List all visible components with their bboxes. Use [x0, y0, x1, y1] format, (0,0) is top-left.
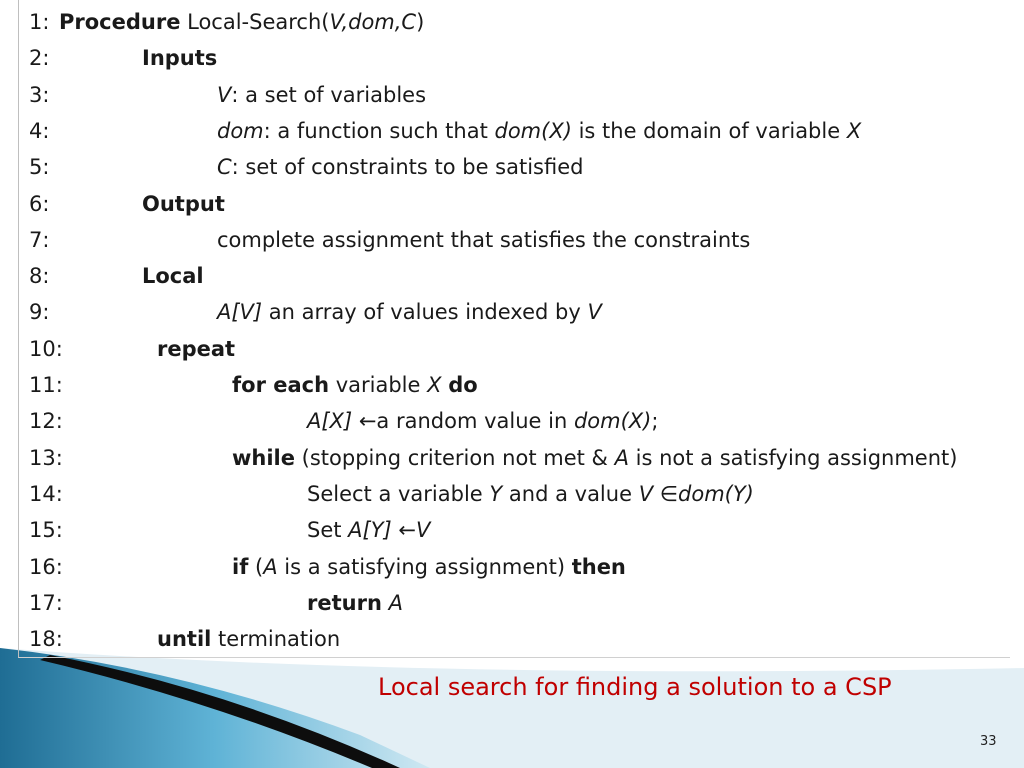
algorithm-line — [29, 40, 218, 76]
line-code — [217, 149, 583, 185]
line-code — [142, 40, 217, 76]
page-number: 33 — [980, 734, 997, 749]
line-number: 14: — [29, 481, 63, 506]
variable: dom(X) — [494, 118, 572, 143]
keyword: then — [571, 554, 626, 579]
code-text: and a value — [502, 481, 639, 506]
line-code — [307, 476, 754, 512]
line-code — [157, 621, 340, 657]
code-text: ( — [248, 554, 264, 579]
algorithm-box — [18, 0, 1010, 658]
algorithm-line — [29, 440, 958, 476]
keyword: do — [448, 373, 478, 397]
variable: X — [846, 118, 862, 143]
algorithm-line — [29, 331, 236, 367]
variable: A[X] — [307, 409, 353, 434]
line-code — [217, 77, 426, 113]
slide-caption: Local search for finding a solution to a CSP — [378, 673, 892, 701]
algorithm-line — [29, 367, 478, 403]
algorithm-line — [29, 476, 754, 512]
keyword: return — [307, 590, 382, 615]
code-text: ←a random value in — [352, 409, 574, 434]
keyword: Procedure — [59, 10, 181, 34]
keyword: repeat — [157, 336, 236, 361]
line-number: 18: — [29, 627, 63, 652]
variable: A[Y] ←V — [348, 518, 431, 543]
code-text: Select a variable — [307, 481, 490, 506]
variable: dom(X) — [573, 409, 652, 434]
algorithm-line — [29, 258, 204, 294]
code-text: termination — [211, 627, 341, 652]
line-number: 12: — [29, 409, 63, 434]
code-text: : set of constraints to be satisfied — [231, 155, 584, 180]
line-number: 17: — [29, 590, 63, 615]
algorithm-line — [29, 113, 862, 149]
algorithm-line — [29, 4, 425, 40]
code-text: an array of values indexed by — [262, 300, 588, 325]
variable: V — [217, 82, 232, 107]
line-number: 13: — [29, 445, 63, 470]
line-number: 10: — [29, 336, 63, 361]
line-number: 4: — [29, 118, 50, 143]
variable: A — [614, 445, 629, 470]
line-code — [307, 585, 403, 621]
code-text: ; — [651, 409, 659, 434]
code-text: is not a satisfying assignment) — [628, 445, 958, 470]
code-text: Local-Search( — [180, 10, 330, 34]
code-text: : a set of variables — [231, 82, 427, 107]
line-number: 1: — [29, 10, 50, 34]
keyword: Output — [142, 191, 225, 216]
algorithm-line — [29, 149, 584, 185]
line-code — [217, 294, 602, 330]
keyword: while — [232, 445, 295, 470]
algorithm-line — [29, 77, 427, 113]
line-number: 2: — [29, 46, 50, 71]
line-code — [232, 549, 626, 585]
keyword: for each — [232, 373, 330, 397]
line-code — [142, 186, 225, 222]
keyword: Inputs — [142, 46, 218, 71]
line-number: 11: — [29, 373, 63, 397]
code-text — [382, 591, 389, 615]
line-code — [232, 440, 957, 476]
variable: dom — [217, 118, 264, 143]
line-code — [307, 403, 658, 439]
line-number: 8: — [29, 264, 50, 289]
algorithm-line — [29, 585, 403, 621]
code-text: Set — [307, 518, 349, 543]
code-text: complete assignment that satisfies the constraints — [217, 227, 751, 252]
code-text: is a satisfying assignment) — [277, 554, 572, 579]
variable: C — [217, 155, 232, 180]
line-number: 6: — [29, 191, 50, 216]
variable: V,dom,C — [329, 10, 417, 34]
variable: X — [427, 373, 442, 397]
keyword: until — [157, 627, 212, 652]
line-number: 9: — [29, 300, 50, 325]
keyword: Local — [142, 264, 204, 289]
variable: A[V] — [217, 300, 263, 325]
line-code — [59, 4, 424, 40]
line-number: 3: — [29, 82, 50, 107]
algorithm-line — [29, 549, 626, 585]
algorithm-line — [29, 512, 431, 548]
line-number: 16: — [29, 554, 63, 579]
line-code — [217, 222, 750, 258]
line-code — [142, 258, 204, 294]
line-number: 7: — [29, 227, 50, 252]
code-text: variable — [329, 373, 428, 397]
variable: A — [388, 590, 403, 615]
variable: A — [263, 554, 278, 579]
algorithm-line — [29, 621, 341, 657]
algorithm-line — [29, 222, 751, 258]
line-code — [217, 113, 861, 149]
algorithm-line — [29, 186, 225, 222]
line-code — [157, 331, 235, 367]
code-text: : a function such that — [263, 118, 495, 143]
variable: V — [587, 300, 602, 325]
algorithm-line — [29, 403, 659, 439]
code-text: is the domain of variable — [571, 118, 847, 143]
variable: Y — [489, 481, 503, 506]
algorithm-line — [29, 294, 602, 330]
line-code — [232, 367, 478, 403]
variable: V ∈dom(Y) — [638, 481, 754, 506]
line-code — [307, 512, 430, 548]
line-number: 5: — [29, 155, 50, 180]
keyword: if — [232, 554, 249, 579]
line-number: 15: — [29, 518, 63, 543]
code-text: (stopping criterion not met & — [295, 445, 615, 470]
code-text: ) — [416, 10, 425, 34]
